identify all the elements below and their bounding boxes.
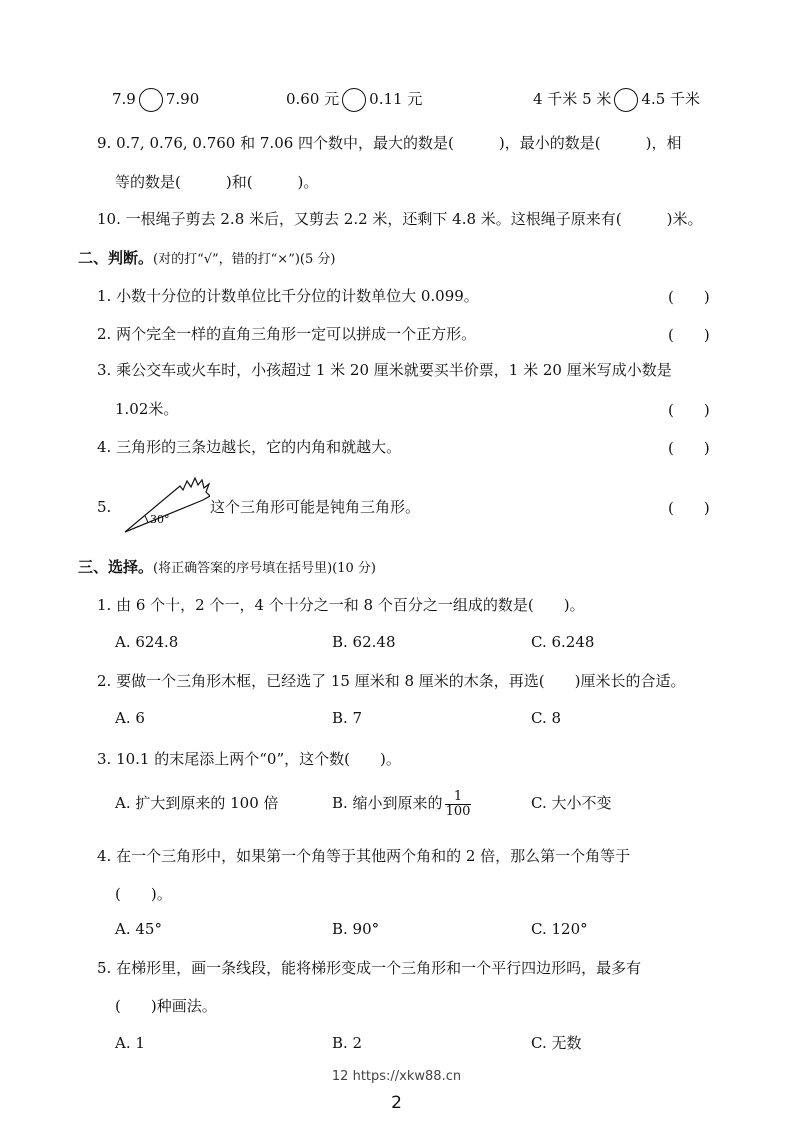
watermark: 12 https://xkw88.cn [331, 1069, 462, 1084]
triangle-angle-label: 30° [150, 513, 170, 526]
fraction-numerator: 1 [445, 790, 472, 805]
choice-2-option-b[interactable]: B. 7 [332, 709, 363, 727]
question-10: 10. 一根绳子剪去 2.8 米后，又剪去 2.2 米，还剩下 4.8 米。这根绳子原来有( )米。 [97, 210, 703, 228]
compare-circle[interactable] [342, 88, 366, 112]
choice-1-option-a[interactable]: A. 624.8 [115, 633, 179, 651]
judge-5-text: 这个三角形可能是钝角三角形。 [210, 498, 421, 516]
page-number: 2 [391, 1093, 402, 1113]
choice-3-option-a[interactable]: A. 扩大到原来的 100 倍 [115, 794, 279, 812]
choice-5-option-c[interactable]: C. 无数 [531, 1034, 582, 1052]
compare-circle[interactable] [614, 88, 638, 112]
choice-4-option-a[interactable]: A. 45° [115, 920, 162, 938]
question-9-line-1: 9. 0.7, 0.76, 0.760 和 7.06 四个数中，最大的数是( )，最小的数是( )，相 [97, 134, 682, 152]
judge-3-line-1: 3. 乘公交车或火车时，小孩超过 1 米 20 厘米就要买半价票，1 米 20 厘米写成小数是 [97, 361, 672, 379]
compare-right: 0.11 元 [369, 90, 423, 108]
choice-1-option-c[interactable]: C. 6.248 [531, 633, 595, 651]
compare-circle[interactable] [139, 88, 163, 112]
choice-5-line-2: ( )种画法。 [115, 997, 217, 1015]
judge-2-answer[interactable]: ( ) [668, 326, 710, 344]
question-9-line-2: 等的数是( )和( )。 [115, 173, 319, 191]
section-3-heading [78, 557, 376, 579]
choice-3: 3. 10.1 的末尾添上两个“0”，这个数( )。 [97, 750, 401, 768]
section-2-heading [78, 248, 335, 270]
choice-4-line-2: ( )。 [115, 885, 172, 903]
judge-5-answer[interactable]: ( ) [668, 499, 710, 517]
choice-1-option-b[interactable]: B. 62.48 [332, 633, 396, 651]
choice-3-option-b-label: B. 缩小到原来的 [332, 794, 443, 812]
judge-1: 1. 小数十分位的计数单位比千分位的计数单位大 0.099。 [97, 287, 479, 305]
compare-item-2 [286, 88, 422, 112]
judge-2: 2. 两个完全一样的直角三角形一定可以拼成一个正方形。 [97, 325, 477, 343]
compare-left: 0.60 元 [286, 90, 340, 108]
choice-1: 1. 由 6 个十，2 个一，4 个十分之一和 8 个百分之一组成的数是( )。 [97, 596, 585, 614]
judge-5-number: 5. [97, 498, 112, 516]
choice-2: 2. 要做一个三角形木框，已经选了 15 厘米和 8 厘米的木条，再选( )厘米长的合适。 [97, 672, 686, 690]
section-3-subtitle: (将正确答案的序号填在括号里)(10 分) [153, 561, 376, 576]
choice-3-option-c[interactable]: C. 大小不变 [531, 794, 612, 812]
choice-4-option-b[interactable]: B. 90° [332, 920, 380, 938]
torn-triangle-figure [120, 474, 210, 536]
judge-4-answer[interactable]: ( ) [668, 439, 710, 457]
compare-right: 4.5 千米 [641, 90, 701, 108]
compare-left: 7.9 [112, 90, 136, 108]
compare-item-3 [533, 88, 700, 112]
judge-4: 4. 三角形的三条边越长，它的内角和就越大。 [97, 438, 402, 456]
choice-5-line-1: 5. 在梯形里，画一条线段，能将梯形变成一个三角形和一个平行四边形吗，最多有 [97, 959, 642, 977]
choice-3-option-b[interactable] [332, 786, 473, 820]
compare-left: 4 千米 5 米 [533, 90, 612, 108]
section-2-subtitle: (对的打“√”，错的打“×”)(5 分) [153, 252, 336, 267]
section-2-title: 二、判断。 [78, 249, 154, 267]
choice-2-option-c[interactable]: C. 8 [531, 709, 562, 727]
compare-right: 7.90 [165, 90, 200, 108]
choice-2-option-a[interactable]: A. 6 [115, 709, 145, 727]
judge-3-answer[interactable]: ( ) [668, 401, 710, 419]
choice-4-option-c[interactable]: C. 120° [531, 920, 588, 938]
compare-item-1 [112, 88, 199, 112]
judge-3-line-2: 1.02米。 [115, 400, 179, 418]
judge-1-answer[interactable]: ( ) [668, 288, 710, 306]
fraction-denominator: 100 [445, 803, 471, 819]
section-3-title: 三、选择。 [78, 558, 154, 576]
fraction [445, 790, 472, 819]
choice-5-option-a[interactable]: A. 1 [115, 1034, 145, 1052]
choice-4-line-1: 4. 在一个三角形中，如果第一个角等于其他两个角和的 2 倍，那么第一个角等于 [97, 847, 631, 865]
choice-5-option-b[interactable]: B. 2 [332, 1034, 363, 1052]
